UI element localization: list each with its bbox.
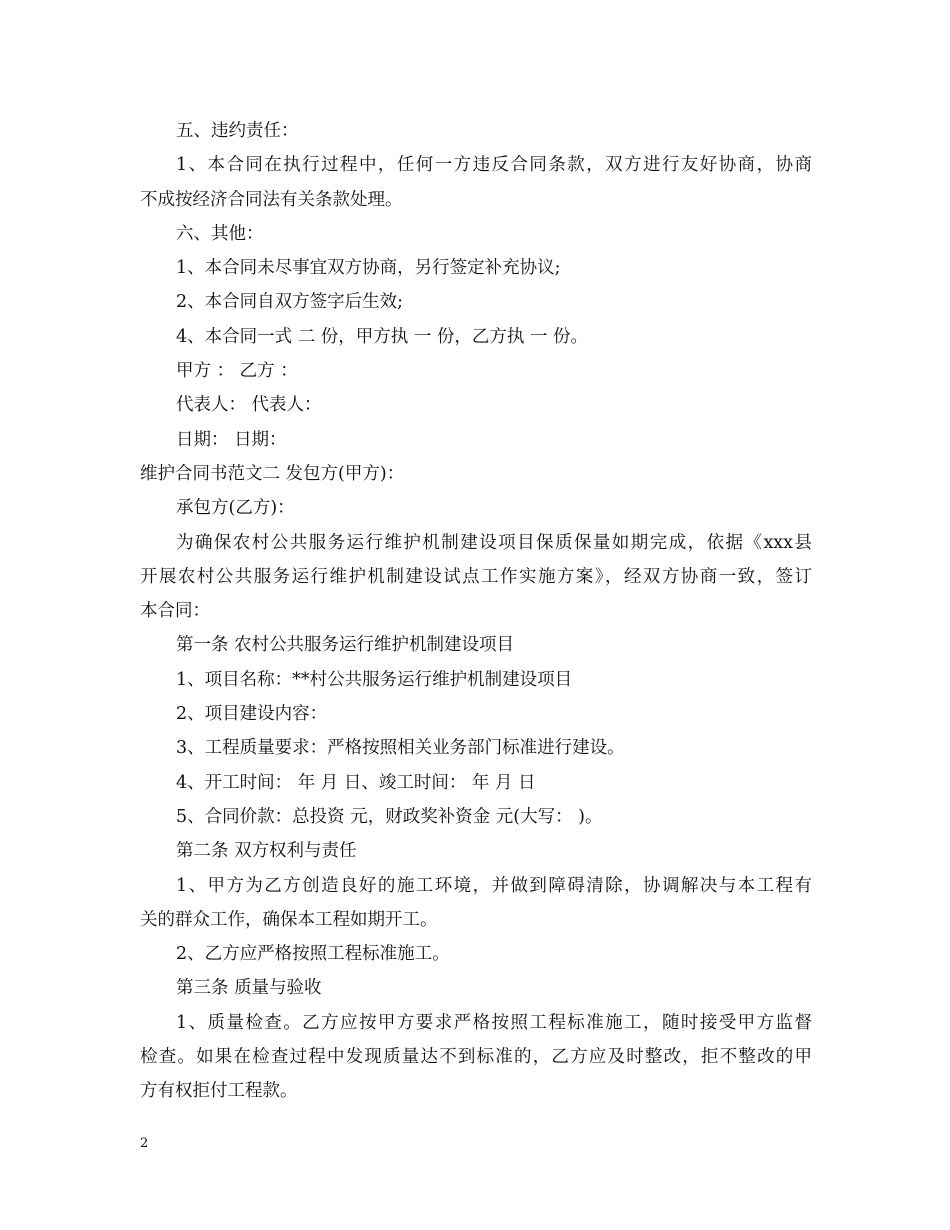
text-line: 方有权拒付工程款。 [140,1081,298,1102]
text-line: 1、甲方为乙方创造良好的施工环境，并做到障碍清除，协调解决与本工程有 [176,875,812,896]
text-line: 本合同： [140,601,210,622]
text-line: 承包方(乙方)： [176,498,295,519]
text-line: 开展农村公共服务运行维护机制建设试点工作实施方案》，经双方协商一致，签订 [140,566,812,587]
text-line: 2、乙方应严格按照工程标准施工。 [176,944,450,965]
text-line: 1、本合同未尽事宜双方协商，另行签定补充协议; [176,258,561,279]
text-line: 2、本合同自双方签字后生效; [176,292,404,313]
text-line: 第三条 质量与验收 [176,978,322,999]
text-line: 为确保农村公共服务运行维护机制建设项目保质保量如期完成，依据《xxx县 [176,532,812,553]
text-line: 1、项目名称：**村公共服务运行维护机制建设项目 [176,669,573,690]
text-line: 维护合同书范文二 发包方(甲方)： [140,463,405,484]
text-line: 检查。如果在检查过程中发现质量达不到标准的，乙方应及时整改，拒不整改的甲 [140,1047,812,1068]
text-line: 2、项目建设内容： [176,704,328,725]
text-line: 六、其他： [176,223,264,244]
text-line: 第二条 双方权利与责任 [176,841,357,862]
text-line: 代表人： 代表人： [176,395,322,416]
text-line: 4、开工时间： 年 月 日、竣工时间： 年 月 日 [176,772,536,793]
text-line: 日期： 日期： [176,429,287,450]
text-line: 1、本合同在执行过程中，任何一方违反合同条款，双方进行友好协商，协商 [176,155,812,176]
text-line: 第一条 农村公共服务运行维护机制建设项目 [176,635,515,656]
text-line: 关的群众工作，确保本工程如期开工。 [140,909,438,930]
text-line: 5、合同价款：总投资 元，财政奖补资金 元(大写： )。 [176,806,603,827]
text-line: 4、本合同一式 二 份，甲方执 一 份，乙方执 一 份。 [176,326,589,347]
page-number: 2 [140,1136,149,1151]
text-line: 3、工程质量要求：严格按照相关业务部门标准进行建设。 [176,738,625,759]
text-line: 1、质量检查。乙方应按甲方要求严格按照工程标准施工，随时接受甲方监督 [176,1012,812,1033]
document-body [140,114,812,1109]
text-line: 五、违约责任： [176,121,299,141]
text-line: 不成按经济合同法有关条款处理。 [140,189,403,210]
text-line: 甲方 ： 乙方 ： [176,361,298,382]
